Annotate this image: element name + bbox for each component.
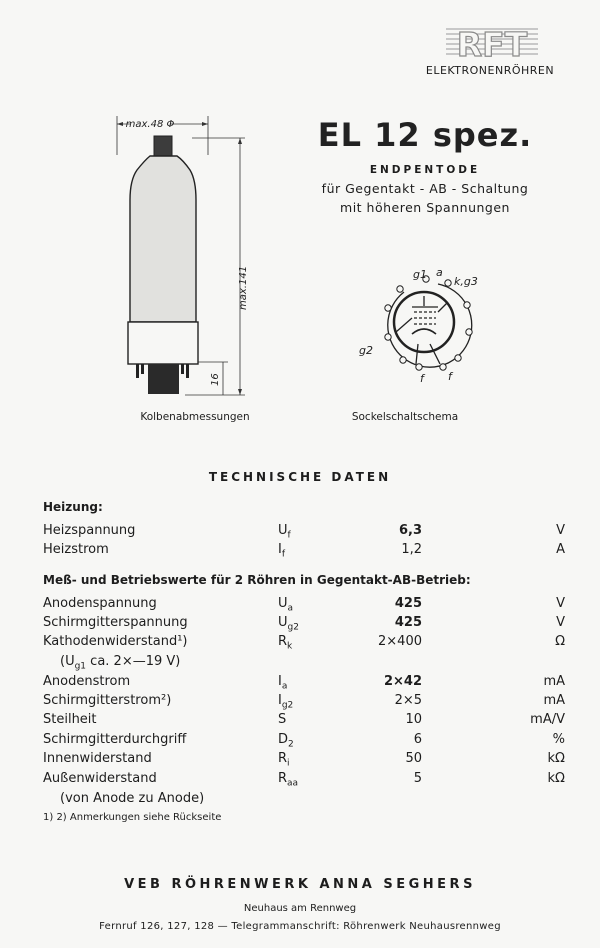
page-title: EL 12 spez.	[317, 116, 533, 154]
row-symbol: $U_f$	[278, 523, 291, 541]
operating-values-heading: Meß- und Betriebswerte für 2 Röhren in Gegentakt-AB-Betrieb:	[43, 573, 471, 587]
row-label: Steilheit	[43, 712, 97, 727]
row-label: Heizstrom	[43, 542, 109, 557]
row-symbol: S	[278, 712, 287, 727]
row-value: 50	[405, 751, 422, 766]
description-line-2: mit höheren Spannungen	[340, 200, 510, 215]
table-row	[0, 771, 600, 789]
row-unit: mA	[543, 693, 565, 708]
row-unit: V	[556, 523, 565, 538]
row-symbol: $U_{g2}$	[278, 615, 299, 633]
table-row	[0, 674, 600, 692]
logo-text: RFT	[456, 25, 528, 64]
row-value: 10	[405, 712, 422, 727]
tube-dimension-drawing	[100, 110, 260, 405]
row-label: Heizspannung	[43, 523, 136, 538]
tube-type: ENDPENTODE	[369, 164, 481, 176]
table-row	[0, 615, 600, 633]
table-row	[0, 751, 600, 769]
caption-tube-dimensions: Kolbenabmessungen	[140, 411, 250, 423]
section-title: TECHNISCHE DATEN	[208, 470, 392, 484]
dim-diameter: max.48 Φ	[125, 119, 175, 130]
table-row	[0, 596, 600, 614]
row-unit: A	[556, 542, 565, 557]
row-unit: V	[556, 596, 565, 611]
caption-socket-diagram: Sockelschaltschema	[351, 411, 459, 423]
anode-to-anode-note: (von Anode zu Anode)	[60, 791, 205, 806]
pin-label-g2: g2	[359, 344, 373, 357]
table-row	[0, 732, 600, 750]
dim-height: max.141	[238, 265, 249, 310]
table-row	[0, 542, 600, 560]
row-symbol: $D_2$	[278, 732, 294, 750]
row-symbol: $U_a$	[278, 596, 294, 614]
row-value: 2×42	[383, 674, 422, 689]
brand-label: ELEKTRONENRÖHREN	[425, 64, 555, 77]
row-symbol: $I_{g2}$	[278, 693, 294, 711]
row-unit: V	[556, 615, 565, 630]
company-contact: Fernruf 126, 127, 128 — Telegrammanschrift: Röhrenwerk Neuhausrennweg	[99, 921, 501, 932]
row-value: 6,3	[398, 523, 422, 538]
row-unit: Ω	[555, 634, 565, 649]
heating-heading: Heizung:	[43, 500, 103, 514]
row-value: 2×400	[378, 634, 422, 649]
row-unit: mA/V	[530, 712, 565, 727]
row-label: Anodenspannung	[43, 596, 157, 611]
company-name: VEB RÖHRENWERK ANNA SEGHERS	[124, 877, 476, 892]
row-label: Schirmgitterdurchgriff	[43, 732, 187, 747]
row-label: Schirmgitterstrom²)	[43, 693, 172, 708]
table-row	[0, 712, 600, 730]
table-row	[0, 693, 600, 711]
pin-label-kg3: k,g3	[454, 275, 478, 288]
table-row	[0, 523, 600, 541]
row-symbol: $R_k$	[278, 634, 293, 652]
row-label: Innenwiderstand	[43, 751, 152, 766]
grid-voltage-note: ($U_{g1}$ ca. 2×—19 V)	[60, 654, 181, 672]
row-unit: kΩ	[547, 771, 565, 786]
socket-wiring-diagram	[359, 262, 498, 385]
pin-label-f2: f	[448, 370, 452, 383]
description-line-1: für Gegentakt - AB - Schaltung	[321, 181, 529, 196]
row-symbol: $I_a$	[278, 674, 288, 692]
row-value: 2×5	[394, 693, 422, 708]
row-value: 425	[394, 615, 422, 630]
row-label: Kathodenwiderstand¹)	[43, 634, 188, 649]
row-value: 425	[394, 596, 422, 611]
row-value: 5	[413, 771, 422, 786]
row-unit: %	[552, 732, 565, 747]
company-town: Neuhaus am Rennweg	[243, 903, 357, 914]
table-row	[0, 634, 600, 652]
row-unit: mA	[543, 674, 565, 689]
pin-label-g1: g1	[413, 268, 427, 281]
row-unit: kΩ	[547, 751, 565, 766]
row-label: Außenwiderstand	[43, 771, 157, 786]
row-label: Schirmgitterspannung	[43, 615, 188, 630]
row-symbol: $I_f$	[278, 542, 286, 560]
row-label: Anodenstrom	[43, 674, 131, 689]
row-value: 6	[413, 732, 422, 747]
row-symbol: $R_{aa}$	[278, 771, 299, 789]
row-value: 1,2	[401, 542, 422, 557]
pin-label-a: a	[436, 266, 443, 279]
pin-label-f1: f	[420, 372, 424, 385]
rft-logo	[446, 25, 538, 64]
row-symbol: $R_i$	[278, 751, 290, 769]
footnote: 1) 2) Anmerkungen siehe Rückseite	[43, 812, 222, 823]
dim-base: 16	[210, 373, 221, 386]
